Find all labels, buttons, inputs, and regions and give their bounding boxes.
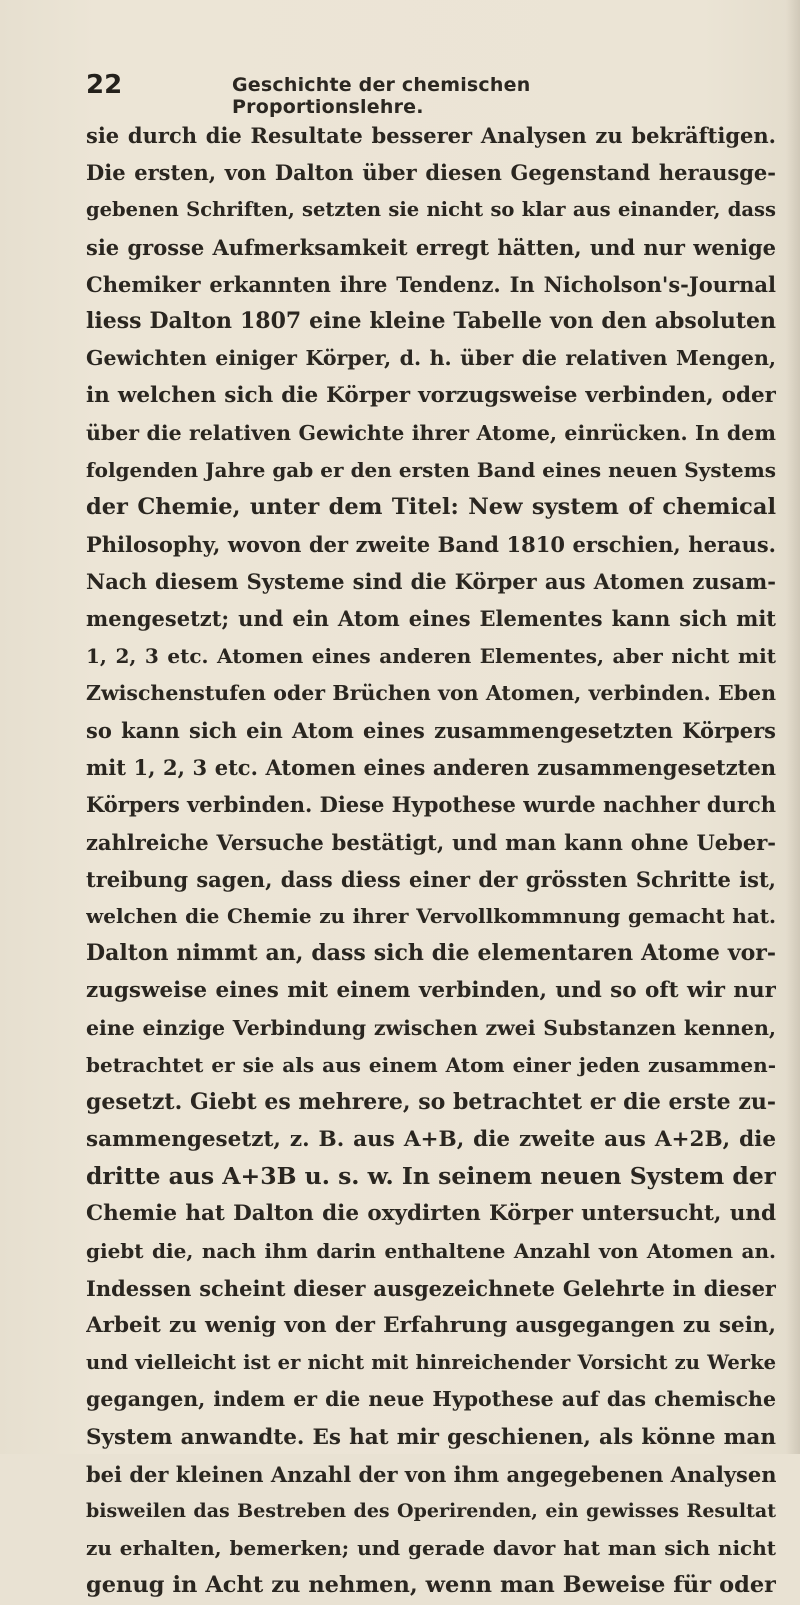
text-line: eine einzige Verbindung zwischen zwei Substanzen kennen, bbox=[86, 1015, 776, 1040]
text-line: Chemie hat Dalton die oxydirten Körper untersucht, und bbox=[86, 1201, 776, 1227]
text-line: welchen die Chemie zu ihrer Vervollkommnung gemacht hat. bbox=[86, 903, 776, 928]
text-line: Arbeit zu wenig von der Erfahrung ausgegangen zu sein, bbox=[86, 1313, 776, 1338]
text-line: mit 1, 2, 3 etc. Atomen eines anderen zusammengesetzten bbox=[86, 755, 776, 781]
text-line: so kann sich ein Atom eines zusammengesetzten Körpers bbox=[86, 718, 776, 743]
text-line: Zwischenstufen oder Brüchen von Atomen, verbinden. Eben bbox=[86, 680, 776, 705]
text-line: genug in Acht zu nehmen, wenn man Beweise für oder bbox=[86, 1572, 776, 1599]
text-line: Nach diesem Systeme sind die Körper aus Atomen zusam- bbox=[86, 569, 776, 595]
text-line: in welchen sich die Körper vorzugsweise verbinden, oder bbox=[86, 383, 776, 409]
running-head: Geschichte der chemischen Proportionslehre. bbox=[232, 74, 531, 118]
text-line: sie grosse Aufmerksamkeit erregt hätten, und nur wenige bbox=[86, 234, 776, 260]
text-line: treibung sagen, dass diess einer der grössten Schritte ist, bbox=[86, 866, 776, 892]
text-line: Dalton nimmt an, dass sich die elementaren Atome vor- bbox=[86, 940, 776, 967]
text-line: zu erhalten, bemerken; und gerade davor hat man sich nicht bbox=[86, 1536, 776, 1561]
text-line: giebt die, nach ihm darin enthaltene Anzahl von Atomen an. bbox=[86, 1238, 776, 1263]
text-line: mengesetzt; und ein Atom eines Elementes kann sich mit bbox=[86, 606, 776, 632]
text-line: zugsweise eines mit einem verbinden, und so oft wir nur bbox=[86, 978, 776, 1004]
text-line: gebenen Schriften, setzten sie nicht so klar aus einander, dass bbox=[86, 198, 776, 222]
text-line: dritte aus A+3B u. s. w. In seinem neuen System der bbox=[86, 1162, 776, 1191]
text-line: betrachtet er sie als aus einem Atom einer jeden zusammen- bbox=[86, 1052, 776, 1077]
text-line: zahlreiche Versuche bestätigt, und man kann ohne Ueber- bbox=[86, 829, 776, 855]
page-edge-shadow bbox=[786, 0, 800, 1454]
text-line: über die relativen Gewichte ihrer Atome, einrücken. In dem bbox=[86, 420, 776, 445]
page-number: 22 bbox=[86, 70, 123, 100]
text-line: folgenden Jahre gab er den ersten Band eines neuen Systems bbox=[86, 457, 776, 482]
text-line: Gewichten einiger Körper, d. h. über die relativen Mengen, bbox=[86, 346, 776, 371]
text-line: gegangen, indem er die neue Hypothese auf das chemische bbox=[86, 1387, 776, 1412]
text-line: sammengesetzt, z. B. aus A+B, die zweite aus A+2B, die bbox=[86, 1127, 776, 1153]
text-line: Indessen scheint dieser ausgezeichnete Gelehrte in dieser bbox=[86, 1275, 776, 1301]
text-line: sie durch die Resultate besserer Analysen zu bekräftigen. bbox=[86, 123, 776, 148]
text-line: Philosophy, wovon der zweite Band 1810 erschien, heraus. bbox=[86, 532, 776, 558]
text-line: und vielleicht ist er nicht mit hinreichender Vorsicht zu Werke bbox=[86, 1351, 776, 1375]
text-line: bei der kleinen Anzahl der von ihm angegebenen Analysen bbox=[86, 1461, 776, 1487]
text-line: gesetzt. Giebt es mehrere, so betrachtet er die erste zu- bbox=[86, 1088, 776, 1115]
text-line: liess Dalton 1807 eine kleine Tabelle von den absoluten bbox=[86, 307, 776, 334]
text-line: der Chemie, unter dem Titel: New system of chemical bbox=[86, 493, 776, 520]
text-line: Chemiker erkannten ihre Tendenz. In Nicholson's-Journal bbox=[86, 271, 776, 297]
text-line: 1, 2, 3 etc. Atomen eines anderen Elementes, aber nicht mit bbox=[86, 643, 776, 668]
text-line: bisweilen das Bestreben des Operirenden, ein gewisses Resultat bbox=[86, 1499, 776, 1522]
text-line: Körpers verbinden. Diese Hypothese wurde nachher durch bbox=[86, 792, 776, 818]
page-header bbox=[86, 70, 726, 118]
text-line: Die ersten, von Dalton über diesen Gegenstand herausge- bbox=[86, 160, 776, 186]
body-text bbox=[86, 117, 776, 1605]
text-line: System anwandte. Es hat mir geschienen, als könne man bbox=[86, 1424, 776, 1450]
